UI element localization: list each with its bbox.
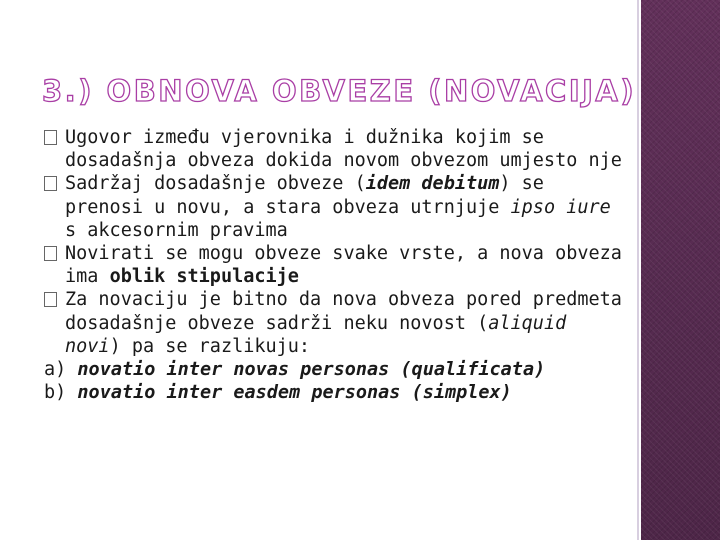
bullet-item xyxy=(44,172,624,242)
bullet-text: Novirati se mogu obveze svake vrste, a nova obveza ima xyxy=(65,243,622,288)
bullet-text: Ugovor između vjerovnika i dužnika kojim se dosadašnja obveza dokida novom obvezom umjesto nje xyxy=(65,127,622,172)
bullet-item xyxy=(44,242,624,288)
slide-body xyxy=(44,126,624,404)
emphasis-term: oblik stipulacije xyxy=(109,266,299,288)
latin-term: idem debitum xyxy=(365,173,500,195)
decorative-side-panel xyxy=(641,0,720,540)
lettered-item xyxy=(44,381,624,404)
bullet-item xyxy=(44,126,624,172)
side-divider-line xyxy=(637,0,639,540)
slide-title: 3.) OBNOVA OBVEZE (NOVACIJA) xyxy=(42,74,637,108)
item-text: novatio inter novas personas (qualificata) xyxy=(77,359,546,381)
bullet-square-icon xyxy=(44,246,57,261)
bullet-text: Za novaciju je bitno da nova obveza pored predmeta dosadašnje obveze sadrži neku novost ( xyxy=(65,289,622,334)
bullet-square-icon xyxy=(44,176,57,191)
item-letter: a) xyxy=(44,359,67,381)
bullet-square-icon xyxy=(44,292,57,307)
bullet-text: s akcesornim pravima xyxy=(65,219,288,241)
bullet-text: Sadržaj dosadašnje obveze ( xyxy=(65,173,366,195)
bullet-square-icon xyxy=(44,130,57,145)
bullet-text: ) se prenosi u novu, a stara obveza utrnjuje xyxy=(65,173,544,218)
item-letter: b) xyxy=(44,382,67,404)
latin-term: aliquid novi xyxy=(65,312,567,357)
lettered-item xyxy=(44,358,624,381)
bullet-item xyxy=(44,288,624,358)
item-text: novatio inter easdem personas (simplex) xyxy=(77,382,512,404)
latin-term: ipso iure xyxy=(510,196,611,218)
bullet-text: ) pa se razlikuju: xyxy=(109,335,311,357)
